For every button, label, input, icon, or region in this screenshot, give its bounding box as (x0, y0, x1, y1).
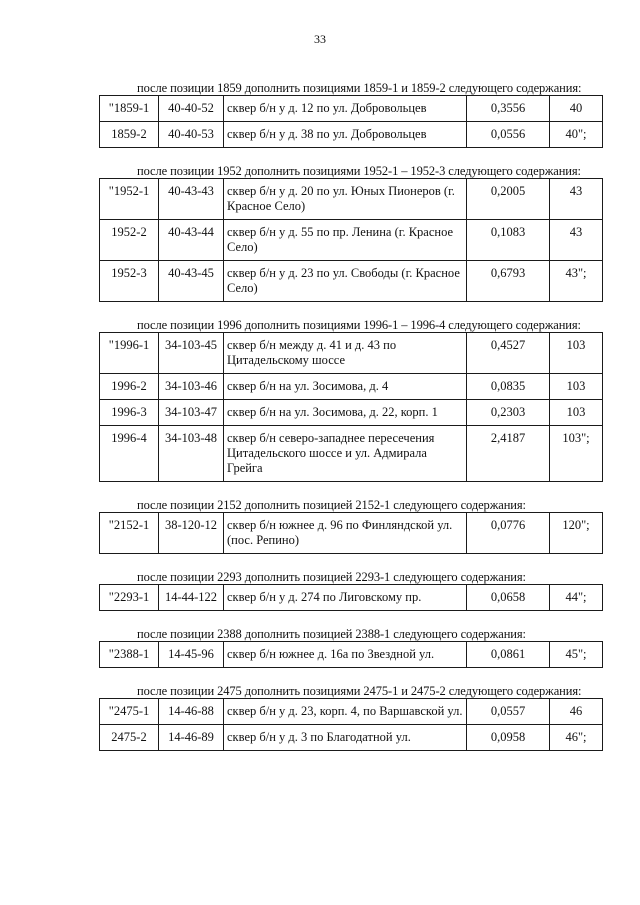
table-row (100, 374, 603, 400)
area-value: 2,4187 (467, 426, 550, 482)
location-description: сквер б/н у д. 38 по ул. Добровольцев (224, 122, 467, 148)
document-body (0, 81, 640, 767)
position-number: 1996-4 (100, 426, 159, 482)
location-description: сквер б/н у д. 274 по Лиговскому пр. (224, 585, 467, 611)
positions-table (99, 584, 603, 611)
district-number: 103"; (550, 426, 603, 482)
district-number: 40"; (550, 122, 603, 148)
position-number: 1859-2 (100, 122, 159, 148)
location-description: сквер б/н между д. 41 и д. 43 по Цитадельскому шоссе (224, 333, 467, 374)
area-value: 0,0958 (467, 725, 550, 751)
registry-code: 40-43-44 (159, 220, 224, 261)
location-description: сквер б/н северо-западнее пересечения Цитадельского шоссе и ул. Адмирала Грейга (224, 426, 467, 482)
location-description: сквер б/н у д. 55 по пр. Ленина (г. Красное Село) (224, 220, 467, 261)
page-number: 33 (314, 32, 326, 46)
registry-code: 14-45-96 (159, 642, 224, 668)
registry-code: 38-120-12 (159, 513, 224, 554)
section-intro: после позиции 2475 дополнить позициями 2475-1 и 2475-2 следующего содержания: (137, 684, 582, 698)
positions-table (99, 641, 603, 668)
area-value: 0,1083 (467, 220, 550, 261)
area-value: 0,4527 (467, 333, 550, 374)
table-row (100, 122, 603, 148)
district-number: 40 (550, 96, 603, 122)
district-number: 46"; (550, 725, 603, 751)
area-value: 0,2303 (467, 400, 550, 426)
table-row (100, 179, 603, 220)
positions-table (99, 332, 603, 482)
area-value: 0,0776 (467, 513, 550, 554)
position-number: 1996-2 (100, 374, 159, 400)
section-intro: после позиции 1859 дополнить позициями 1859-1 и 1859-2 следующего содержания: (137, 81, 582, 95)
registry-code: 40-43-43 (159, 179, 224, 220)
district-number: 103 (550, 400, 603, 426)
district-number: 43 (550, 220, 603, 261)
position-number: 1952-2 (100, 220, 159, 261)
section-intro: после позиции 2152 дополнить позицией 2152-1 следующего содержания: (137, 498, 526, 512)
location-description: сквер б/н у д. 12 по ул. Добровольцев (224, 96, 467, 122)
area-value: 0,0556 (467, 122, 550, 148)
registry-code: 40-40-53 (159, 122, 224, 148)
section-1952 (0, 164, 640, 302)
district-number: 103 (550, 333, 603, 374)
position-number: "2475-1 (100, 699, 159, 725)
area-value: 0,0835 (467, 374, 550, 400)
table-row (100, 426, 603, 482)
position-number: "2388-1 (100, 642, 159, 668)
area-value: 0,3556 (467, 96, 550, 122)
district-number: 103 (550, 374, 603, 400)
registry-code: 40-40-52 (159, 96, 224, 122)
registry-code: 14-44-122 (159, 585, 224, 611)
table-row (100, 220, 603, 261)
area-value: 0,0557 (467, 699, 550, 725)
positions-table (99, 512, 603, 554)
position-number: "2152-1 (100, 513, 159, 554)
location-description: сквер б/н у д. 3 по Благодатной ул. (224, 725, 467, 751)
location-description: сквер б/н у д. 20 по ул. Юных Пионеров (г. Красное Село) (224, 179, 467, 220)
district-number: 46 (550, 699, 603, 725)
position-number: "1952-1 (100, 179, 159, 220)
table-row (100, 513, 603, 554)
table-row (100, 642, 603, 668)
location-description: сквер б/н у д. 23 по ул. Свободы (г. Красное Село) (224, 261, 467, 302)
location-description: сквер б/н у д. 23, корп. 4, по Варшавской ул. (224, 699, 467, 725)
district-number: 43 (550, 179, 603, 220)
area-value: 0,2005 (467, 179, 550, 220)
table-row (100, 699, 603, 725)
position-number: "2293-1 (100, 585, 159, 611)
section-intro: после позиции 1996 дополнить позициями 1996-1 – 1996-4 следующего содержания: (137, 318, 581, 332)
registry-code: 14-46-88 (159, 699, 224, 725)
table-row (100, 725, 603, 751)
location-description: сквер б/н на ул. Зосимова, д. 4 (224, 374, 467, 400)
section-intro: после позиции 2293 дополнить позицией 2293-1 следующего содержания: (137, 570, 526, 584)
position-number: 1996-3 (100, 400, 159, 426)
registry-code: 34-103-47 (159, 400, 224, 426)
area-value: 0,0861 (467, 642, 550, 668)
section-2152 (0, 498, 640, 554)
position-number: 2475-2 (100, 725, 159, 751)
section-intro: после позиции 1952 дополнить позициями 1952-1 – 1952-3 следующего содержания: (137, 164, 581, 178)
section-2475 (0, 684, 640, 751)
position-number: "1859-1 (100, 96, 159, 122)
area-value: 0,0658 (467, 585, 550, 611)
area-value: 0,6793 (467, 261, 550, 302)
registry-code: 34-103-48 (159, 426, 224, 482)
district-number: 43"; (550, 261, 603, 302)
positions-table (99, 178, 603, 302)
section-intro: после позиции 2388 дополнить позицией 2388-1 следующего содержания: (137, 627, 526, 641)
registry-code: 14-46-89 (159, 725, 224, 751)
registry-code: 34-103-45 (159, 333, 224, 374)
section-1859 (0, 81, 640, 148)
section-2293 (0, 570, 640, 611)
district-number: 44"; (550, 585, 603, 611)
table-row (100, 261, 603, 302)
position-number: 1952-3 (100, 261, 159, 302)
section-1996 (0, 318, 640, 482)
table-row (100, 585, 603, 611)
positions-table (99, 698, 603, 751)
district-number: 120"; (550, 513, 603, 554)
registry-code: 40-43-45 (159, 261, 224, 302)
positions-table (99, 95, 603, 148)
section-2388 (0, 627, 640, 668)
registry-code: 34-103-46 (159, 374, 224, 400)
table-row (100, 96, 603, 122)
location-description: сквер б/н южнее д. 96 по Финляндской ул. (пос. Репино) (224, 513, 467, 554)
position-number: "1996-1 (100, 333, 159, 374)
table-row (100, 400, 603, 426)
district-number: 45"; (550, 642, 603, 668)
location-description: сквер б/н на ул. Зосимова, д. 22, корп. 1 (224, 400, 467, 426)
location-description: сквер б/н южнее д. 16а по Звездной ул. (224, 642, 467, 668)
table-row (100, 333, 603, 374)
